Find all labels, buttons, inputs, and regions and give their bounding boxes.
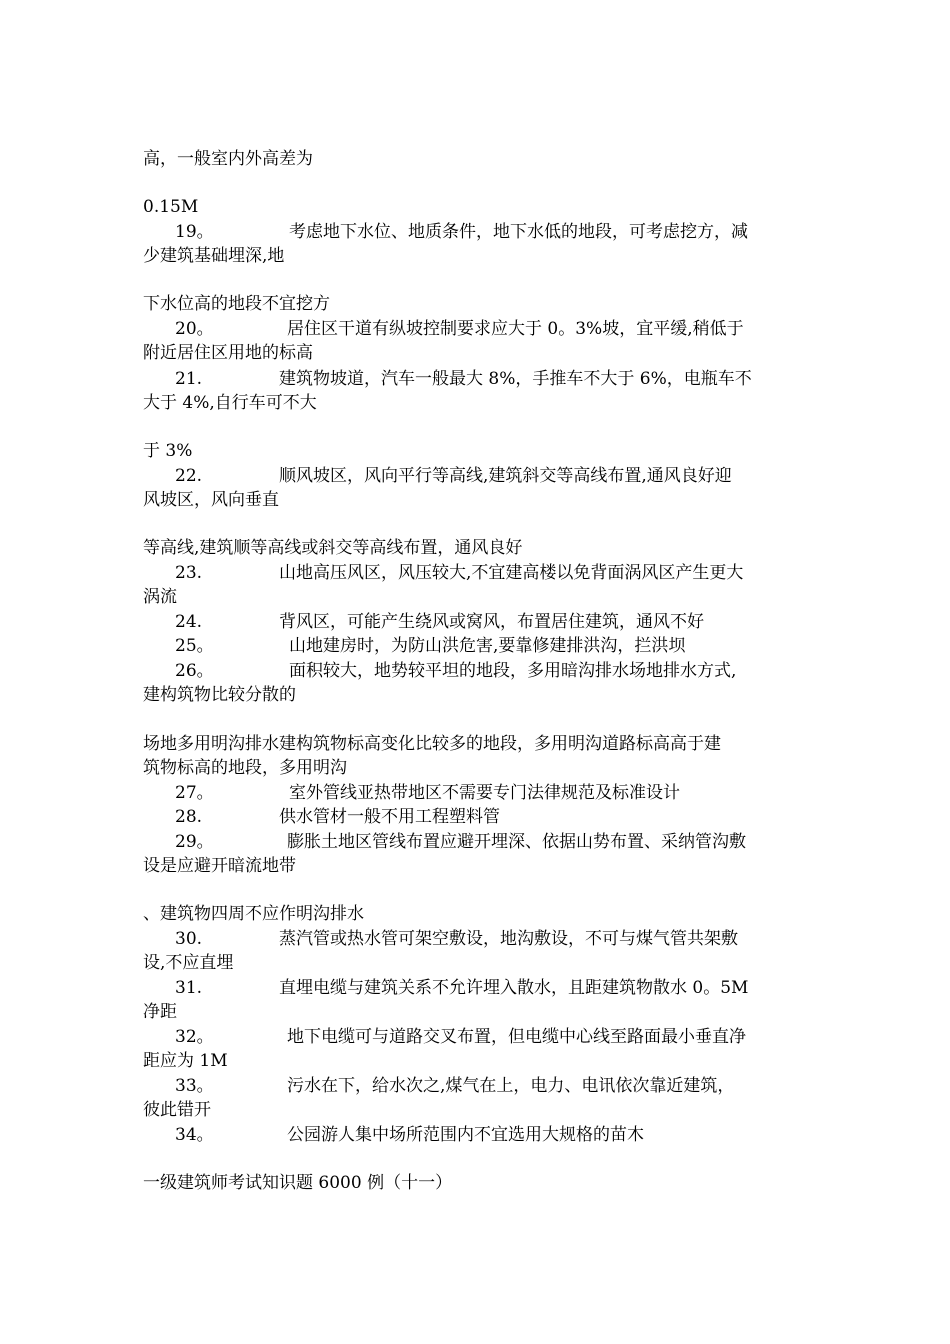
item-text: 顺风坡区，风向平行等高线,建筑斜交等高线布置,通风良好迎 bbox=[279, 466, 732, 486]
item-text: 室外管线亚热带地区不需要专门法律规范及标准设计 bbox=[289, 783, 680, 803]
item-text: 建筑物坡道，汽车一般最大 8%，手推车不大于 6%，电瓶车不 bbox=[279, 369, 752, 389]
text-line: 设是应避开暗流地带 bbox=[143, 856, 296, 876]
text-line: 、建筑物四周不应作明沟排水 bbox=[143, 904, 364, 924]
text-line: 等高线,建筑顺等高线或斜交等高线布置，通风良好 bbox=[143, 538, 523, 558]
item-number: 25。 bbox=[175, 636, 214, 656]
item-number: 21. bbox=[175, 369, 203, 389]
text-line: 筑物标高的地段，多用明沟 bbox=[143, 758, 347, 778]
item-number: 22. bbox=[175, 466, 203, 486]
item-number: 26。 bbox=[175, 661, 214, 681]
item-number: 20。 bbox=[175, 319, 214, 339]
section-heading: 一级建筑师考试知识题 6000 例（十一） bbox=[143, 1173, 453, 1193]
text-line: 风坡区，风向垂直 bbox=[143, 490, 279, 510]
text-line: 建构筑物比较分散的 bbox=[143, 685, 296, 705]
text-line: 距应为 1M bbox=[143, 1051, 228, 1071]
text-line: 高，一般室内外高差为 bbox=[143, 149, 313, 169]
item-number: 32。 bbox=[175, 1027, 214, 1047]
item-text: 膨胀土地区管线布置应避开埋深、依据山势布置、采纳管沟敷 bbox=[287, 832, 746, 852]
text-line: 下水位高的地段不宜挖方 bbox=[143, 294, 330, 314]
item-text: 公园游人集中场所范围内不宜选用大规格的苗木 bbox=[287, 1125, 644, 1145]
item-text: 直埋电缆与建筑关系不允许埋入散水，且距建筑物散水 0。5M bbox=[279, 978, 749, 998]
item-number: 31. bbox=[175, 978, 203, 998]
item-text: 面积较大，地势较平坦的地段，多用暗沟排水场地排水方式, bbox=[289, 661, 737, 681]
item-text: 地下电缆可与道路交叉布置，但电缆中心线至路面最小垂直净 bbox=[287, 1027, 746, 1047]
item-text: 污水在下，给水次之,煤气在上，电力、电讯依次靠近建筑， bbox=[287, 1076, 735, 1096]
item-number: 29。 bbox=[175, 832, 214, 852]
item-text: 居住区干道有纵坡控制要求应大于 0。3%坡，宜平缓,稍低于 bbox=[287, 319, 744, 339]
text-line: 设,不应直埋 bbox=[143, 953, 234, 973]
text-line: 附近居住区用地的标高 bbox=[143, 343, 313, 363]
item-number: 28. bbox=[175, 807, 203, 827]
item-text: 山地建房时，为防山洪危害,要靠修建排洪沟，拦洪坝 bbox=[289, 636, 686, 656]
text-line: 大于 4%,自行车可不大 bbox=[143, 393, 317, 413]
item-number: 33。 bbox=[175, 1076, 214, 1096]
item-number: 19。 bbox=[175, 222, 214, 242]
text-line: 场地多用明沟排水建构筑物标高变化比较多的地段，多用明沟道路标高高于建 bbox=[143, 734, 721, 754]
item-number: 27。 bbox=[175, 783, 214, 803]
item-number: 34。 bbox=[175, 1125, 214, 1145]
text-line: 涡流 bbox=[143, 587, 177, 607]
item-text: 考虑地下水位、地质条件，地下水低的地段，可考虑挖方，减 bbox=[289, 222, 748, 242]
text-line: 0.15M bbox=[143, 197, 199, 217]
item-number: 23. bbox=[175, 563, 203, 583]
text-line: 净距 bbox=[143, 1002, 177, 1022]
item-text: 蒸汽管或热水管可架空敷设，地沟敷设，不可与煤气管共架敷 bbox=[279, 929, 738, 949]
item-text: 供水管材一般不用工程塑料管 bbox=[279, 807, 500, 827]
item-text: 背风区，可能产生绕风或窝风，布置居住建筑，通风不好 bbox=[279, 612, 704, 632]
item-number: 24. bbox=[175, 612, 203, 632]
text-line: 于 3% bbox=[143, 441, 193, 461]
item-text: 山地高压风区，风压较大,不宜建高楼以免背面涡风区产生更大 bbox=[279, 563, 744, 583]
item-number: 30. bbox=[175, 929, 203, 949]
text-line: 彼此错开 bbox=[143, 1100, 211, 1120]
text-line: 少建筑基础埋深,地 bbox=[143, 246, 285, 266]
